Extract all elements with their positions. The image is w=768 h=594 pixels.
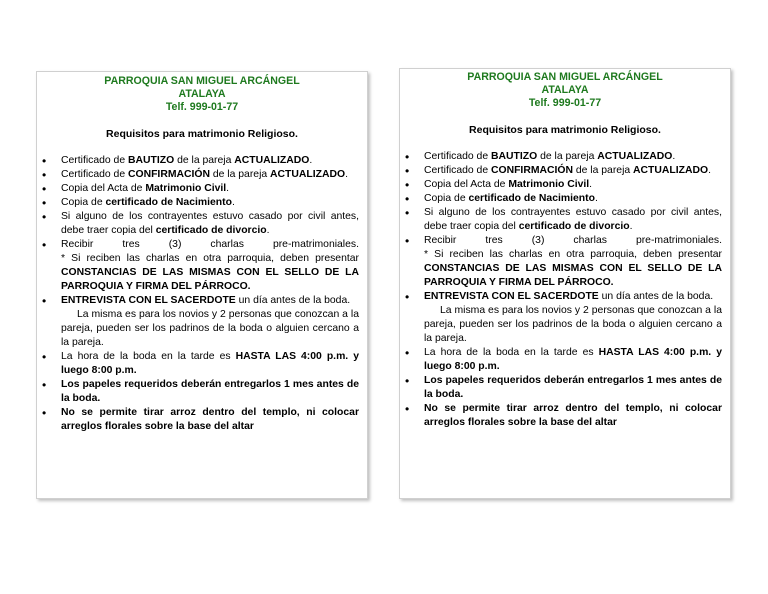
charlas-note: * Si reciben las charlas en otra parroquia, deben presentar CONSTANCIAS DE LAS MISMAS CON EL SELLO DE LA PARROQUIA Y FIRMA DEL PÁRROCO. [61, 253, 359, 292]
list-item-divorcio: • Si alguno de los contrayentes estuvo casado por civil antes, debe traer copia del certificado de divorcio. [61, 210, 359, 238]
requirements-title: Requisitos para matrimonio Religioso. [469, 124, 661, 136]
list-item-entrevista: • ENTREVISTA CON EL SACERDOTE un día antes de la boda. La misma es para los novios y 2 personas que conozcan a la pareja, pueden ser los padrinos de la boda o alguien cercano a la pareja. [424, 290, 722, 346]
list-item-bautizo: • Certificado de BAUTIZO de la pareja ACTUALIZADO. [61, 154, 359, 168]
list-item-acta: • Copia del Acta de Matrimonio Civil. [424, 178, 722, 192]
requirements-card-left [36, 71, 368, 499]
requirements-card-right [399, 68, 731, 499]
charlas-line: • Recibir tres (3) charlas pre-matrimoniales. [424, 235, 722, 246]
charlas-note: * Si reciben las charlas en otra parroquia, deben presentar CONSTANCIAS DE LAS MISMAS CON EL SELLO DE LA PARROQUIA Y FIRMA DEL PÁRROCO. [424, 249, 722, 288]
list-item-arroz: • No se permite tirar arroz dentro del templo, ni colocar arreglos florales sobre la base del altar [424, 402, 722, 430]
list-item-papeles: • Los papeles requeridos deberán entregarlos 1 mes antes de la boda. [61, 378, 359, 406]
parish-name: PARROQUIA SAN MIGUEL ARCÁNGEL [104, 75, 300, 87]
entrevista-note: La misma es para los novios y 2 personas que conozcan a la pareja, pueden ser los padrinos de la boda o alguien cercano a la pareja. [424, 305, 722, 344]
list-item-nacimiento: • Copia de certificado de Nacimiento. [424, 192, 722, 206]
list-item-charlas [424, 234, 722, 290]
list-item-entrevista: • ENTREVISTA CON EL SACERDOTE un día antes de la boda. La misma es para los novios y 2 personas que conozcan a la pareja, pueden ser los padrinos de la boda o alguien cercano a la pareja. [61, 294, 359, 350]
list-item-papeles: • Los papeles requeridos deberán entregarlos 1 mes antes de la boda. [424, 374, 722, 402]
parish-name: PARROQUIA SAN MIGUEL ARCÁNGEL [467, 71, 663, 83]
list-item-divorcio: • Si alguno de los contrayentes estuvo casado por civil antes, debe traer copia del certificado de divorcio. [424, 206, 722, 234]
list-item-confirmacion: • Certificado de CONFIRMACIÓN de la pareja ACTUALIZADO. [424, 164, 722, 178]
phone-number: Telf. 999-01-77 [528, 97, 602, 109]
requirements-title: Requisitos para matrimonio Religioso. [106, 128, 298, 140]
town-name: ATALAYA [541, 84, 589, 96]
list-item-arroz: • No se permite tirar arroz dentro del templo, ni colocar arreglos florales sobre la base del altar [61, 406, 359, 434]
entrevista-note: La misma es para los novios y 2 personas que conozcan a la pareja, pueden ser los padrinos de la boda o alguien cercano a la pareja. [61, 309, 359, 348]
list-item-bautizo: • Certificado de BAUTIZO de la pareja ACTUALIZADO. [424, 150, 722, 164]
town-name: ATALAYA [178, 88, 226, 100]
parish-header [37, 75, 367, 114]
list-item-acta: • Copia del Acta de Matrimonio Civil. [61, 182, 359, 196]
list-item-hora: • La hora de la boda en la tarde es HASTA LAS 4:00 p.m. y luego 8:00 p.m. [61, 350, 359, 378]
requirements-list [400, 150, 730, 430]
list-item-hora: • La hora de la boda en la tarde es HASTA LAS 4:00 p.m. y luego 8:00 p.m. [424, 346, 722, 374]
parish-header [400, 71, 730, 110]
list-item-nacimiento: • Copia de certificado de Nacimiento. [61, 196, 359, 210]
list-item-confirmacion: • Certificado de CONFIRMACIÓN de la pareja ACTUALIZADO. [61, 168, 359, 182]
phone-number: Telf. 999-01-77 [165, 101, 239, 113]
charlas-line: • Recibir tres (3) charlas pre-matrimoniales. [61, 239, 359, 250]
list-item-charlas [61, 238, 359, 294]
requirements-list [37, 154, 367, 434]
